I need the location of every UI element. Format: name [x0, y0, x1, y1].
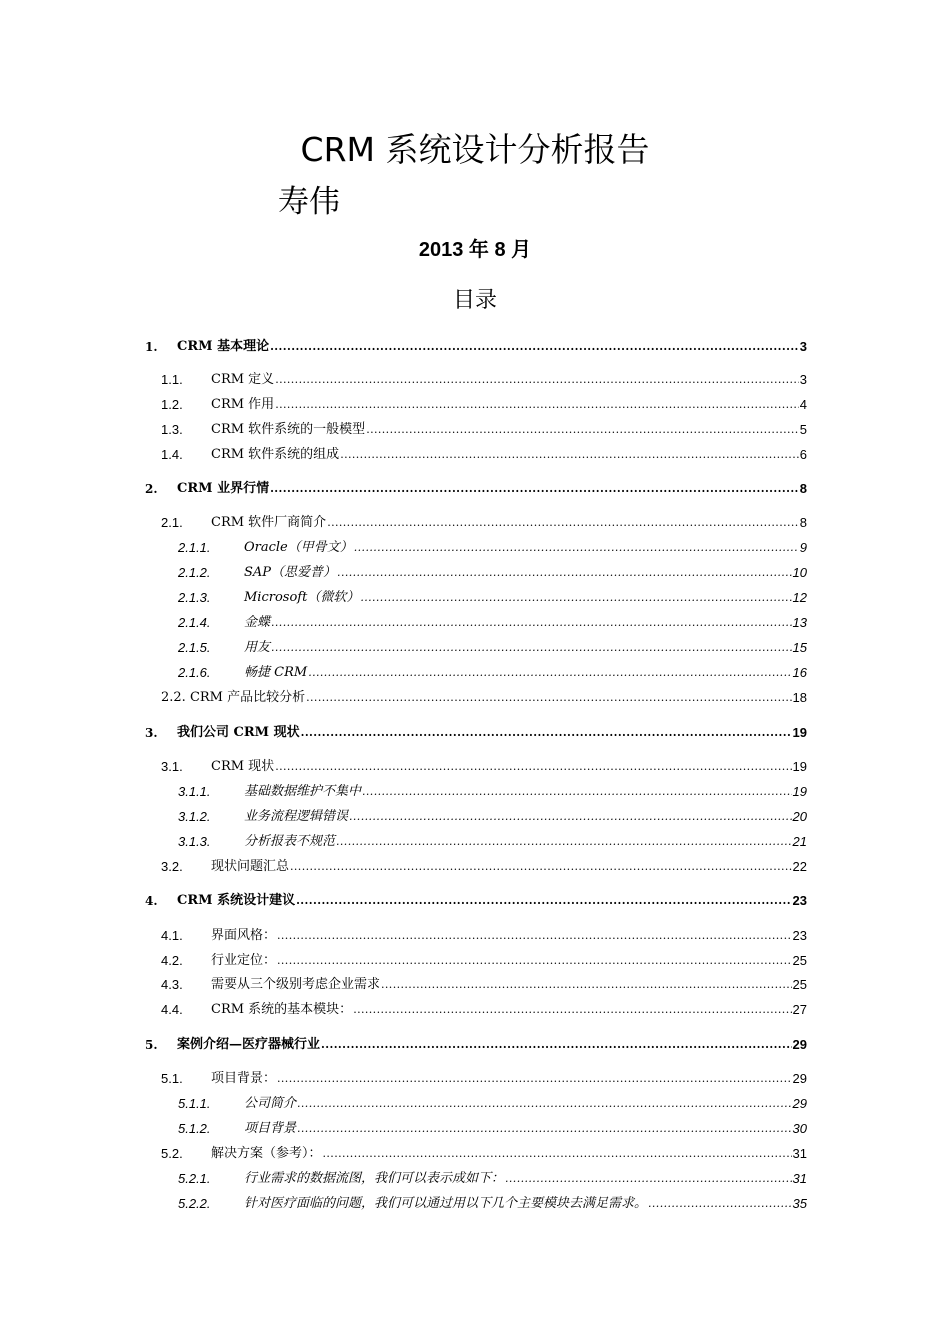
toc-dot-leader [323, 1143, 792, 1165]
toc-dot-leader [353, 999, 791, 1021]
toc-dot-leader [301, 722, 792, 744]
toc-entry-page: 21 [792, 834, 807, 849]
toc-entry[interactable] [161, 1068, 807, 1090]
toc-entry-page: 29 [792, 1096, 807, 1111]
toc-entry[interactable] [161, 974, 807, 996]
document-author: 寿伟 [278, 184, 340, 220]
toc-entry-page: 3 [799, 372, 807, 387]
toc-dot-leader [381, 974, 792, 996]
toc-entry-page: 23 [792, 893, 807, 908]
toc-entry-title: 项目背景： [211, 1071, 277, 1086]
toc-entry-title: 业务流程逻辑错误 [244, 809, 349, 824]
toc-dot-leader [297, 1093, 792, 1115]
toc-entry[interactable] [161, 756, 807, 778]
toc-entry-page: 5 [799, 422, 807, 437]
toc-entry-number: 3.2. [161, 859, 183, 874]
toc-entry-number: 1.3. [161, 422, 183, 437]
toc-entry-number: 3.1.1. [178, 784, 211, 799]
toc-dot-leader [306, 687, 791, 709]
toc-entry[interactable] [161, 999, 807, 1021]
toc-entry-number: 1.4. [161, 447, 183, 462]
toc-dot-leader [277, 1068, 792, 1090]
toc-entry-title: 行业定位： [211, 953, 277, 968]
toc-dot-leader [277, 950, 792, 972]
toc-entry-title: CRM 定义 [211, 372, 275, 387]
toc-entry-page: 19 [792, 784, 807, 799]
toc-entry-title: CRM 软件系统的组成 [211, 447, 340, 462]
toc-entry-title: 分析报表不规范 [244, 834, 336, 849]
toc-entry-page: 9 [799, 540, 807, 555]
toc-entry-page: 6 [799, 447, 807, 462]
toc-dot-leader [321, 1034, 792, 1056]
document-date: 2013 年 8 月 [418, 239, 532, 261]
toc-entry[interactable] [178, 562, 807, 584]
toc-entry-title: 畅捷 CRM [244, 665, 308, 680]
toc-entry-title: 针对医疗面临的问题，我们可以通过用以下几个主要模块去满足需求。 [244, 1196, 648, 1211]
toc-dot-leader [362, 781, 792, 803]
toc-entry[interactable] [161, 687, 807, 709]
toc-entry-number: 5.2.2. [178, 1196, 211, 1211]
toc-dot-leader [360, 587, 791, 609]
toc-entry-page: 18 [792, 690, 807, 705]
toc-entry[interactable] [178, 806, 807, 828]
toc-entry-page: 31 [792, 1146, 807, 1161]
toc-entry-page: 12 [792, 590, 807, 605]
toc-entry[interactable] [178, 662, 807, 684]
toc-entry-number: 4.2. [161, 953, 183, 968]
toc-entry-title: 金蝶 [244, 615, 271, 630]
toc-entry[interactable] [178, 1193, 807, 1215]
toc-entry[interactable] [161, 925, 807, 947]
toc-entry-number: 3.1.2. [178, 809, 211, 824]
toc-entry-title: CRM 软件系统的一般模型 [211, 422, 366, 437]
toc-entry[interactable] [161, 950, 807, 972]
toc-entry-number: 5.1.1. [178, 1096, 211, 1111]
toc-entry-number: 5.2. [161, 1146, 183, 1161]
toc-entry-number: 1. [145, 340, 158, 354]
toc-dot-leader [275, 394, 799, 416]
toc-entry-page: 20 [792, 809, 807, 824]
toc-entry-number: 5.1.2. [178, 1121, 211, 1136]
toc-dot-leader [648, 1193, 792, 1215]
toc-entry-page: 3 [799, 339, 807, 354]
toc-entry-page: 16 [792, 665, 807, 680]
toc-entry-number: 5.1. [161, 1071, 183, 1086]
toc-entry-title: SAP（思爱普） [244, 565, 337, 580]
toc-entry[interactable] [145, 1034, 807, 1056]
toc-entry-number: 2.1.4. [178, 615, 211, 630]
toc-entry-title: 基础数据维护不集中 [244, 784, 362, 799]
toc-dot-leader [505, 1168, 792, 1190]
toc-entry-number: 3. [145, 726, 158, 740]
toc-entry-number: 2.1.2. [178, 565, 211, 580]
toc-entry[interactable] [178, 612, 807, 634]
toc-dot-leader [296, 890, 791, 912]
toc-dot-leader [354, 537, 799, 559]
toc-entry-number: 4.1. [161, 928, 183, 943]
toc-dot-leader [340, 444, 799, 466]
toc-entry-number: 1.1. [161, 372, 183, 387]
toc-entry-title: 界面风格： [211, 928, 277, 943]
toc-dot-leader [327, 512, 799, 534]
toc-entry-page: 35 [792, 1196, 807, 1211]
toc-entry[interactable] [145, 890, 807, 912]
toc-entry-number: 2.1.6. [178, 665, 211, 680]
toc-entry-title: CRM 软件厂商简介 [211, 515, 327, 530]
toc-entry-page: 23 [792, 928, 807, 943]
toc-entry-title: 2.2. CRM 产品比较分析 [161, 690, 306, 705]
toc-entry[interactable] [161, 856, 807, 878]
toc-entry-page: 27 [792, 1002, 807, 1017]
toc-entry-number: 3.1. [161, 759, 183, 774]
toc-dot-leader [337, 562, 791, 584]
toc-entry-page: 15 [792, 640, 807, 655]
toc-entry-title: 项目背景 [244, 1121, 297, 1136]
toc-entry-page: 4 [799, 397, 807, 412]
toc-entry-title: 案例介绍—医疗器械行业 [177, 1037, 321, 1052]
toc-entry-title: 需要从三个级别考虑企业需求 [211, 977, 381, 992]
toc-entry-page: 29 [792, 1071, 807, 1086]
toc-entry-title: 行业需求的数据流图，我们可以表示成如下： [244, 1171, 505, 1186]
toc-entry-title: CRM 系统设计建议 [177, 893, 296, 908]
toc-entry-number: 4.3. [161, 977, 183, 992]
toc-dot-leader [349, 806, 792, 828]
toc-entry-title: CRM 系统的基本模块： [211, 1002, 353, 1017]
toc-entry-page: 19 [792, 725, 807, 740]
toc-entry-page: 19 [792, 759, 807, 774]
toc-entry[interactable] [161, 512, 807, 534]
toc-entry-title: CRM 作用 [211, 397, 275, 412]
toc-entry-page: 8 [799, 481, 807, 496]
toc-dot-leader [277, 925, 792, 947]
toc-entry-title: 现状问题汇总 [211, 859, 290, 874]
toc-entry[interactable] [178, 587, 807, 609]
toc-entry-title: 我们公司 CRM 现状 [177, 725, 300, 740]
toc-entry[interactable] [178, 831, 807, 853]
toc-entry-number: 2.1.5. [178, 640, 211, 655]
toc-entry-number: 5.2.1. [178, 1171, 211, 1186]
toc-entry-page: 10 [792, 565, 807, 580]
toc-dot-leader [308, 662, 791, 684]
toc-entry[interactable] [161, 444, 807, 466]
toc-entry[interactable] [161, 419, 807, 441]
toc-dot-leader [271, 637, 792, 659]
toc-entry-number: 3.1.3. [178, 834, 211, 849]
toc-entry-number: 2. [145, 482, 158, 496]
toc-entry-page: 30 [792, 1121, 807, 1136]
toc-entry[interactable] [178, 1093, 807, 1115]
toc-entry-page: 29 [792, 1037, 807, 1052]
toc-dot-leader [336, 831, 792, 853]
toc-dot-leader [275, 756, 791, 778]
toc-dot-leader [275, 369, 799, 391]
toc-entry[interactable] [178, 1168, 807, 1190]
toc-entry-title: 公司简介 [244, 1096, 297, 1111]
toc-entry[interactable] [178, 537, 807, 559]
toc-entry[interactable] [161, 369, 807, 391]
toc-entry-page: 25 [792, 977, 807, 992]
toc-entry-page: 31 [792, 1171, 807, 1186]
toc-entry-title: CRM 基本理论 [177, 339, 270, 354]
toc-entry[interactable] [178, 1118, 807, 1140]
toc-entry-page: 13 [792, 615, 807, 630]
toc-dot-leader [297, 1118, 792, 1140]
toc-entry[interactable] [161, 1143, 807, 1165]
toc-dot-leader [290, 856, 792, 878]
toc-entry-title: Microsoft（微软） [244, 590, 360, 605]
toc-entry-number: 1.2. [161, 397, 183, 412]
toc-dot-leader [271, 612, 792, 634]
toc-entry-number: 4.4. [161, 1002, 183, 1017]
toc-entry[interactable] [161, 394, 807, 416]
toc-entry[interactable] [145, 336, 807, 358]
toc-entry-page: 22 [792, 859, 807, 874]
toc-entry-number: 2.1.3. [178, 590, 211, 605]
toc-dot-leader [270, 336, 799, 358]
toc-heading: 目录 [452, 288, 497, 313]
toc-entry-page: 25 [792, 953, 807, 968]
toc-entry-number: 2.1.1. [178, 540, 211, 555]
toc-entry-title: CRM 业界行情 [177, 481, 270, 496]
toc-dot-leader [270, 478, 799, 500]
toc-entry-title: 解决方案（参考）： [211, 1146, 322, 1161]
toc-dot-leader [366, 419, 799, 441]
toc-entry-number: 5. [145, 1038, 158, 1052]
toc-entry-page: 8 [799, 515, 807, 530]
toc-entry-title: CRM 现状 [211, 759, 275, 774]
toc-entry-number: 2.1. [161, 515, 183, 530]
document-title: CRM 系统设计分析报告 [300, 130, 650, 169]
toc-entry[interactable] [178, 781, 807, 803]
toc-entry-title: 用友 [244, 640, 271, 655]
toc-entry-title: Oracle（甲骨文） [244, 540, 353, 555]
toc-entry[interactable] [145, 722, 807, 744]
toc-entry-number: 4. [145, 894, 158, 908]
toc-entry[interactable] [145, 478, 807, 500]
toc-entry[interactable] [178, 637, 807, 659]
